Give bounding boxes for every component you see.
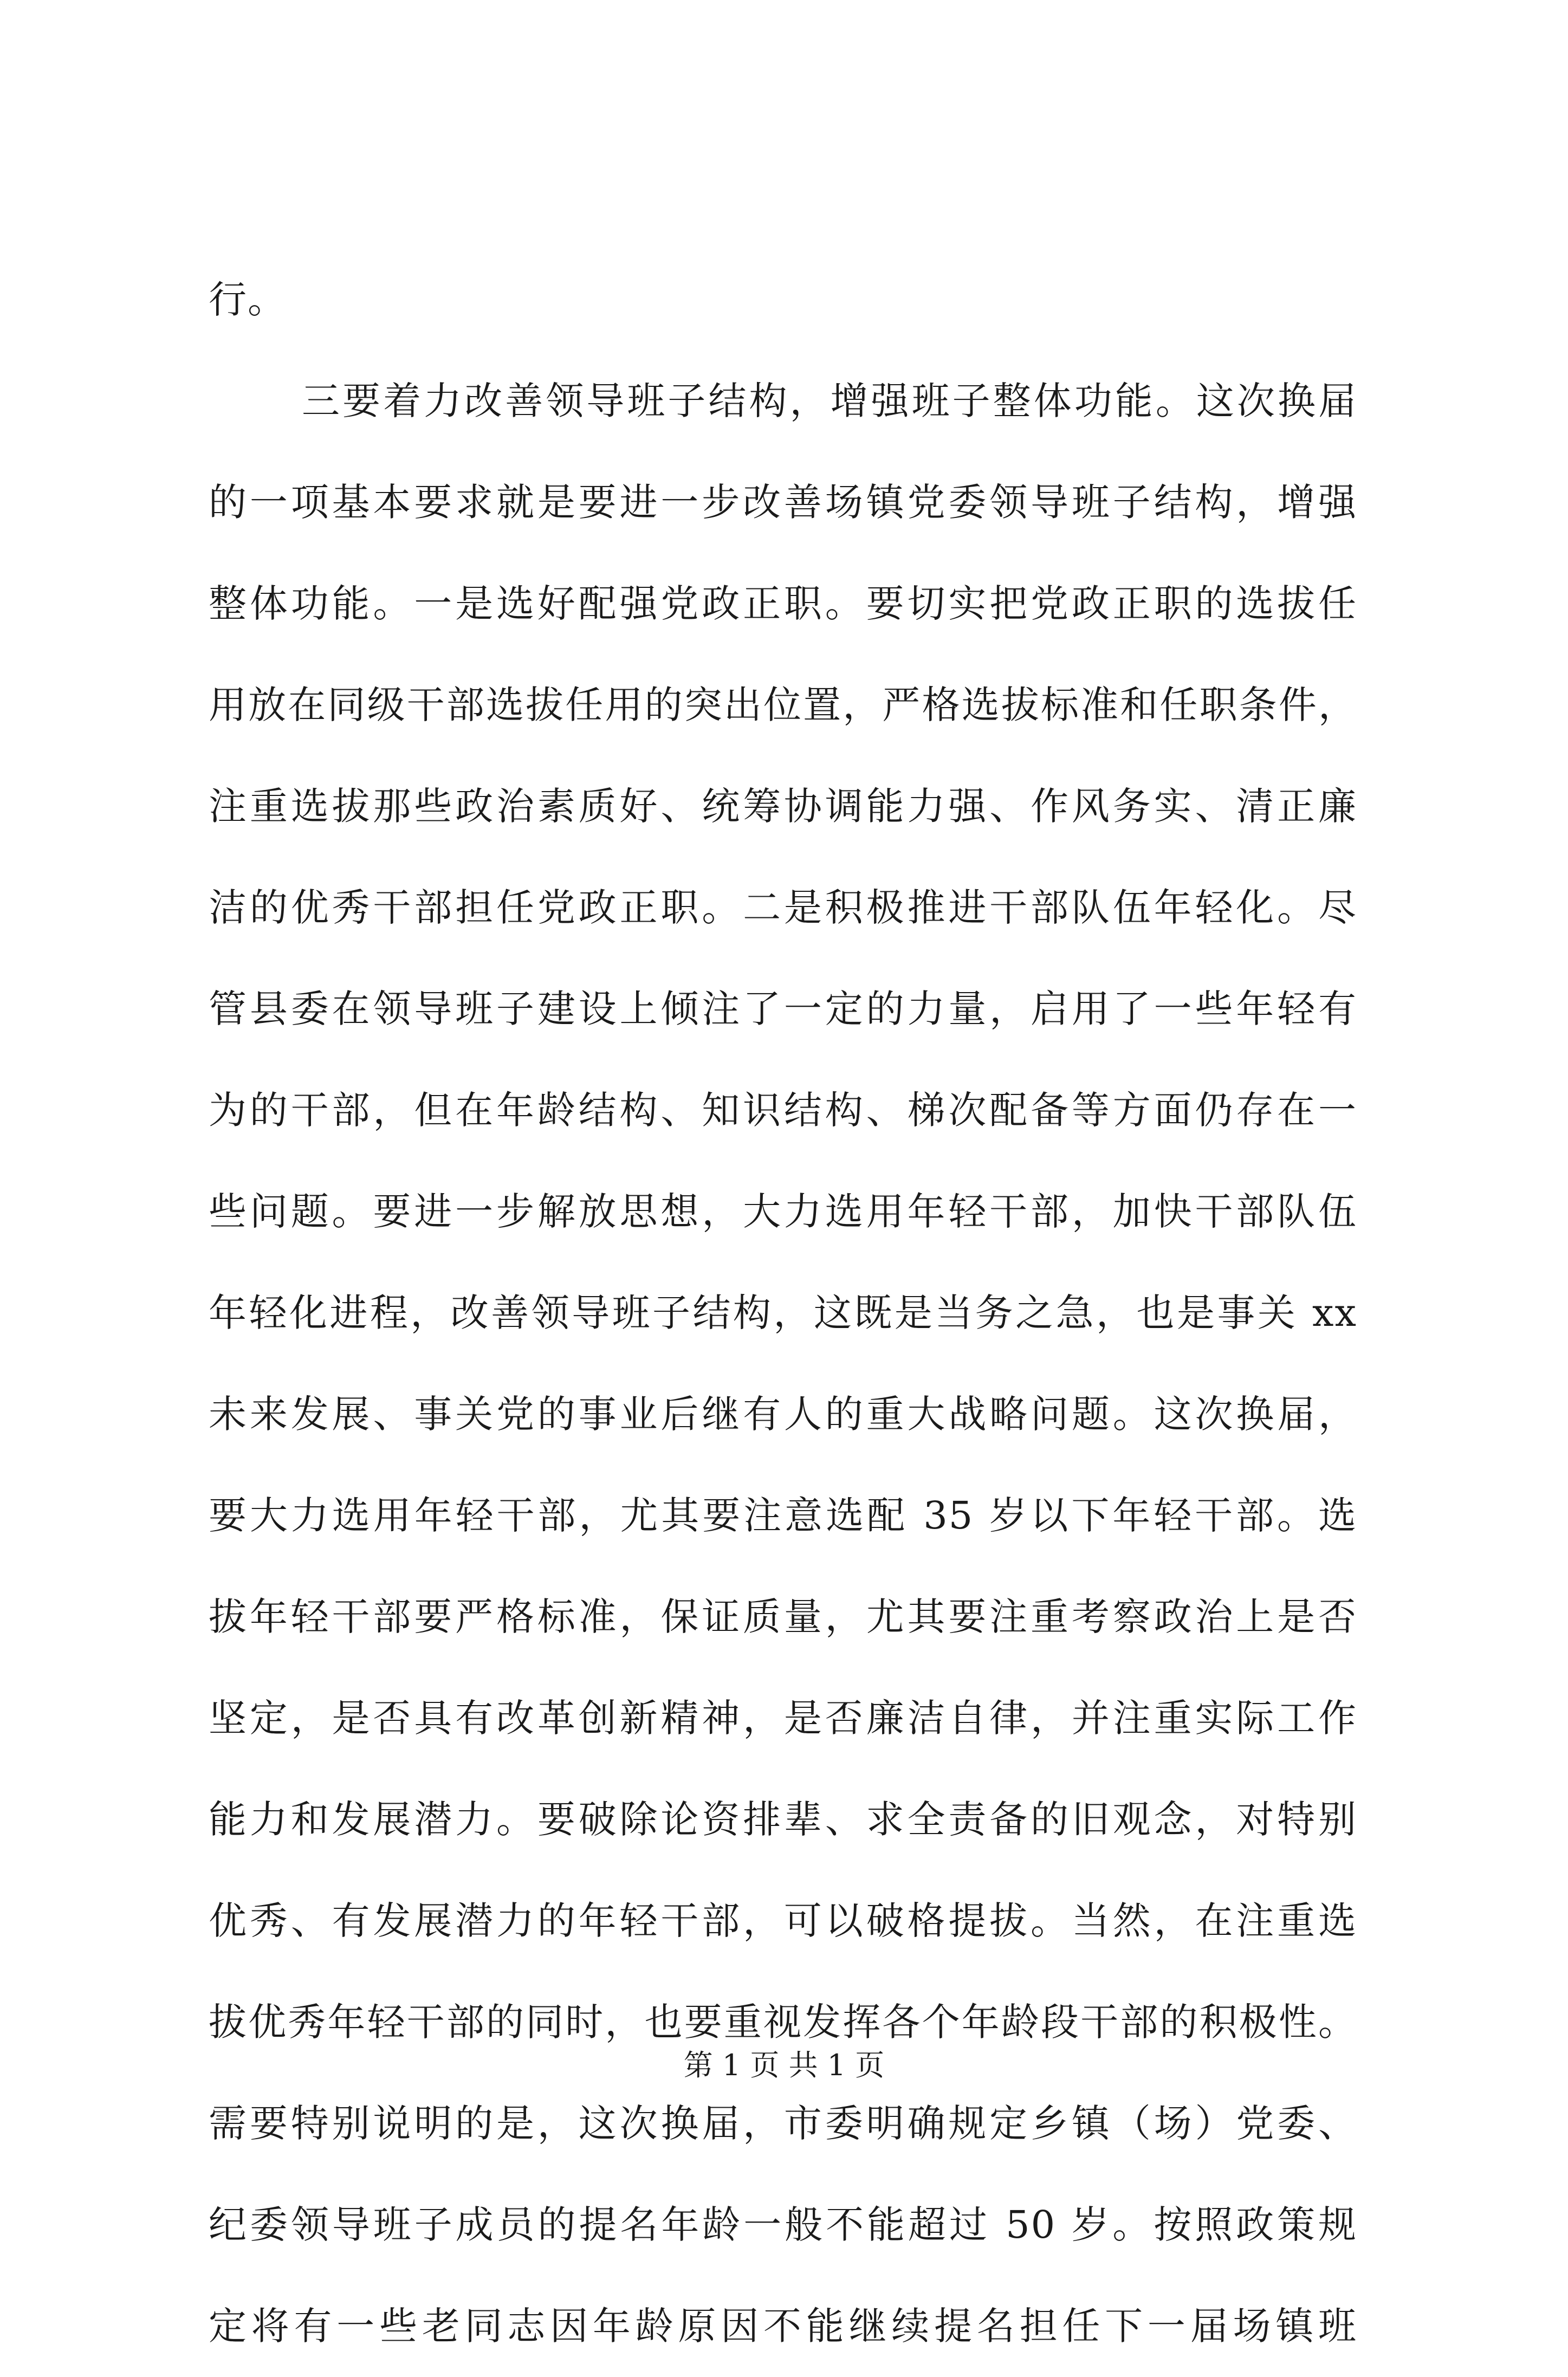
- paragraph-line: 纪委领导班子成员的提名年龄一般不能超过 50 岁。按照政策规: [209, 2203, 1357, 2247]
- paragraph-line: 拔优秀年轻干部的同时，也要重视发挥各个年龄段干部的积极性。: [209, 2000, 1357, 2044]
- paragraph-line: 为的干部，但在年龄结构、知识结构、梯次配备等方面仍存在一: [209, 1088, 1357, 1132]
- paragraph-line: 三要着力改善领导班子结构，增强班子整体功能。这次换届: [302, 379, 1357, 423]
- paragraph-line: 整体功能。一是选好配强党政正职。要切实把党政正职的选拔任: [209, 581, 1357, 626]
- paragraph-line: 优秀、有发展潜力的年轻干部，可以破格提拔。当然，在注重选: [209, 1899, 1357, 1943]
- paragraph-line: 的一项基本要求就是要进一步改善场镇党委领导班子结构，增强: [209, 480, 1357, 524]
- paragraph-line: 要大力选用年轻干部，尤其要注意选配 35 岁以下年轻干部。选: [209, 1493, 1357, 1538]
- paragraph-line: 年轻化进程，改善领导班子结构，这既是当务之急，也是事关 xx: [209, 1291, 1357, 1335]
- paragraph-line: 管县委在领导班子建设上倾注了一定的力量，启用了一些年轻有: [209, 987, 1357, 1031]
- paragraph-line: 坚定，是否具有改革创新精神，是否廉洁自律，并注重实际工作: [209, 1696, 1357, 1740]
- paragraph-continuation-line: 行。: [209, 277, 287, 322]
- paragraph-line: 用放在同级干部选拔任用的突出位置，严格选拔标准和任职条件，: [209, 683, 1357, 727]
- paragraph-line: 定将有一些老同志因年龄原因不能继续提名担任下一届场镇班: [209, 2304, 1357, 2348]
- paragraph-line: 未来发展、事关党的事业后继有人的重大战略问题。这次换届，: [209, 1392, 1357, 1436]
- page-footer: [0, 2049, 1568, 2082]
- paragraph-line: 需要特别说明的是，这次换届，市委明确规定乡镇（场）党委、: [209, 2101, 1357, 2146]
- paragraph-line: 些问题。要进一步解放思想，大力选用年轻干部，加快干部队伍: [209, 1189, 1357, 1234]
- paragraph-line: 拔年轻干部要严格标准，保证质量，尤其要注重考察政治上是否: [209, 1595, 1357, 1639]
- paragraph-line: 能力和发展潜力。要破除论资排辈、求全责备的旧观念，对特别: [209, 1797, 1357, 1842]
- page-number-label: 第 1 页 共 1 页: [683, 2048, 885, 2082]
- paragraph-line: 洁的优秀干部担任党政正职。二是积极推进干部队伍年轻化。尽: [209, 885, 1357, 930]
- paragraph-line: 注重选拔那些政治素质好、统筹协调能力强、作风务实、清正廉: [209, 784, 1357, 828]
